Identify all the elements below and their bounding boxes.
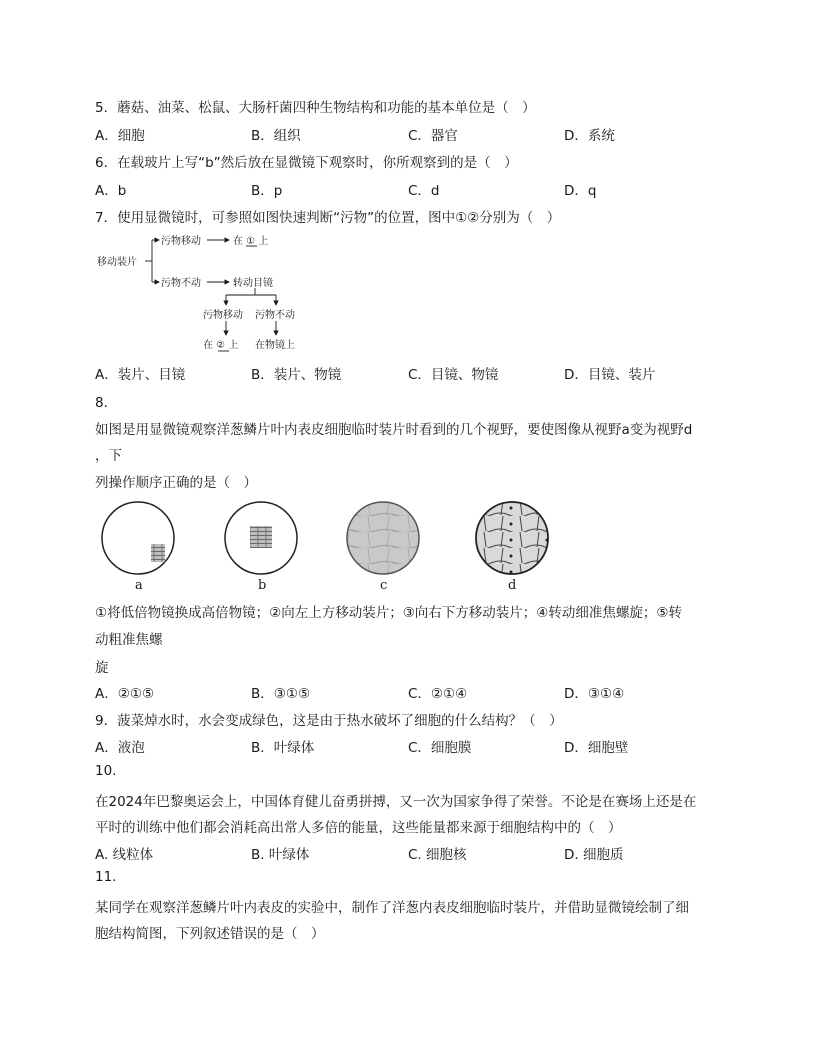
- q8-microscope-fields: [95, 500, 565, 595]
- q8-steps-line2: 动粗准焦螺: [95, 632, 163, 648]
- q8-steps-line3: 旋: [95, 660, 109, 676]
- field-a-label: a: [135, 578, 143, 593]
- flow-sub-left-label: 污物移动: [203, 310, 243, 321]
- q7-flowchart: [95, 225, 315, 355]
- flow-result-top-label: 在 ① 上: [233, 236, 269, 247]
- q8-stem-line1: 如图是用显微镜观察洋葱鳞片叶内表皮细胞临时装片时看到的几个视野，要使图像从视野a变为视野d: [95, 422, 693, 438]
- q8-option-d[interactable]: D．③①④: [564, 686, 625, 702]
- q7-option-a[interactable]: A．装片、目镜: [95, 367, 186, 383]
- q10-stem-line2: 平时的训练中他们都会消耗高出常人多倍的能量，这些能量都来源于细胞结构中的（ ）: [95, 820, 622, 836]
- q9-option-c[interactable]: C．细胞膜: [408, 740, 472, 756]
- q6-option-d[interactable]: D．q: [564, 183, 597, 199]
- q5-option-c[interactable]: C．器官: [408, 128, 458, 144]
- field-b-image: [225, 502, 297, 574]
- q9-stem: 9．菠菜焯水时，水会变成绿色，这是由于热水破坏了细胞的什么结构？（ ）: [95, 713, 563, 729]
- q5-option-a[interactable]: A．细胞: [95, 128, 145, 144]
- q6-option-a[interactable]: A．b: [95, 183, 127, 199]
- field-d-image: [474, 500, 550, 576]
- q10-option-d[interactable]: D. 细胞质: [564, 847, 624, 863]
- q8-number: 8．: [95, 395, 118, 411]
- q11-number: 11.: [95, 869, 117, 885]
- flow-result-right-label: 在物镜上: [255, 340, 295, 351]
- q11-stem-line2: 胞结构简图，下列叙述错误的是（ ）: [95, 926, 325, 942]
- flow-branch-bottom-label: 污物不动: [161, 278, 201, 289]
- q10-option-b[interactable]: B. 叶绿体: [251, 847, 310, 863]
- q8-steps-line1: ①将低倍物镜换成高倍物镜；②向左上方移动装片；③向右下方移动装片；④转动细准焦螺旋；⑤转: [95, 605, 683, 621]
- q6-option-b[interactable]: B．p: [251, 183, 283, 199]
- flow-step-label: 转动目镜: [233, 278, 273, 289]
- q6-option-c[interactable]: C．d: [408, 183, 440, 199]
- q9-option-d[interactable]: D．细胞壁: [564, 740, 629, 756]
- q10-stem-line1: 在2024年巴黎奥运会上，中国体育健儿奋勇拼搏，又一次为国家争得了荣誉。不论是在赛场上还是在: [95, 794, 697, 810]
- q8-option-b[interactable]: B．③①⑤: [251, 686, 311, 702]
- q8-stem-line3: 列操作顺序正确的是（ ）: [95, 475, 257, 491]
- q7-option-c[interactable]: C．目镜、物镜: [408, 367, 499, 383]
- q8-option-a[interactable]: A．②①⑤: [95, 686, 155, 702]
- q5-option-b[interactable]: B．组织: [251, 128, 301, 144]
- q10-option-a[interactable]: A. 线粒体: [95, 847, 154, 863]
- q10-number: 10.: [95, 763, 117, 779]
- flow-branch-top-label: 污物移动: [161, 236, 201, 247]
- q6-stem: 6．在载玻片上写“b”然后放在显微镜下观察时，你所观察到的是（ ）: [95, 155, 518, 171]
- field-b-label: b: [258, 578, 267, 593]
- q8-option-c[interactable]: C．②①④: [408, 686, 468, 702]
- field-c-image: [345, 500, 421, 576]
- q5-stem: 5．蘑菇、油菜、松鼠、大肠杆菌四种生物结构和功能的基本单位是（ ）: [95, 100, 536, 116]
- q11-stem-line1: 某同学在观察洋葱鳞片叶内表皮的实验中，制作了洋葱内表皮细胞临时装片，并借助显微镜绘制了细: [95, 900, 689, 916]
- q8-stem-line2: ，下: [95, 448, 122, 464]
- q10-option-c[interactable]: C. 细胞核: [408, 847, 467, 863]
- q9-option-b[interactable]: B．叶绿体: [251, 740, 315, 756]
- q7-option-b[interactable]: B．装片、物镜: [251, 367, 342, 383]
- field-a-image: [102, 502, 174, 574]
- field-c-label: c: [380, 578, 388, 593]
- q7-stem: 7．使用显微镜时，可参照如图快速判断“污物”的位置，图中①②分别为（ ）: [95, 210, 561, 226]
- q9-option-a[interactable]: A．液泡: [95, 740, 145, 756]
- flow-root-label: 移动装片: [97, 257, 137, 268]
- q7-option-d[interactable]: D．目镜、装片: [564, 367, 656, 383]
- field-d-label: d: [508, 578, 517, 593]
- q5-option-d[interactable]: D．系统: [564, 128, 615, 144]
- flow-result-left-label: 在 ② 上: [203, 340, 239, 351]
- flow-sub-right-label: 污物不动: [255, 310, 295, 321]
